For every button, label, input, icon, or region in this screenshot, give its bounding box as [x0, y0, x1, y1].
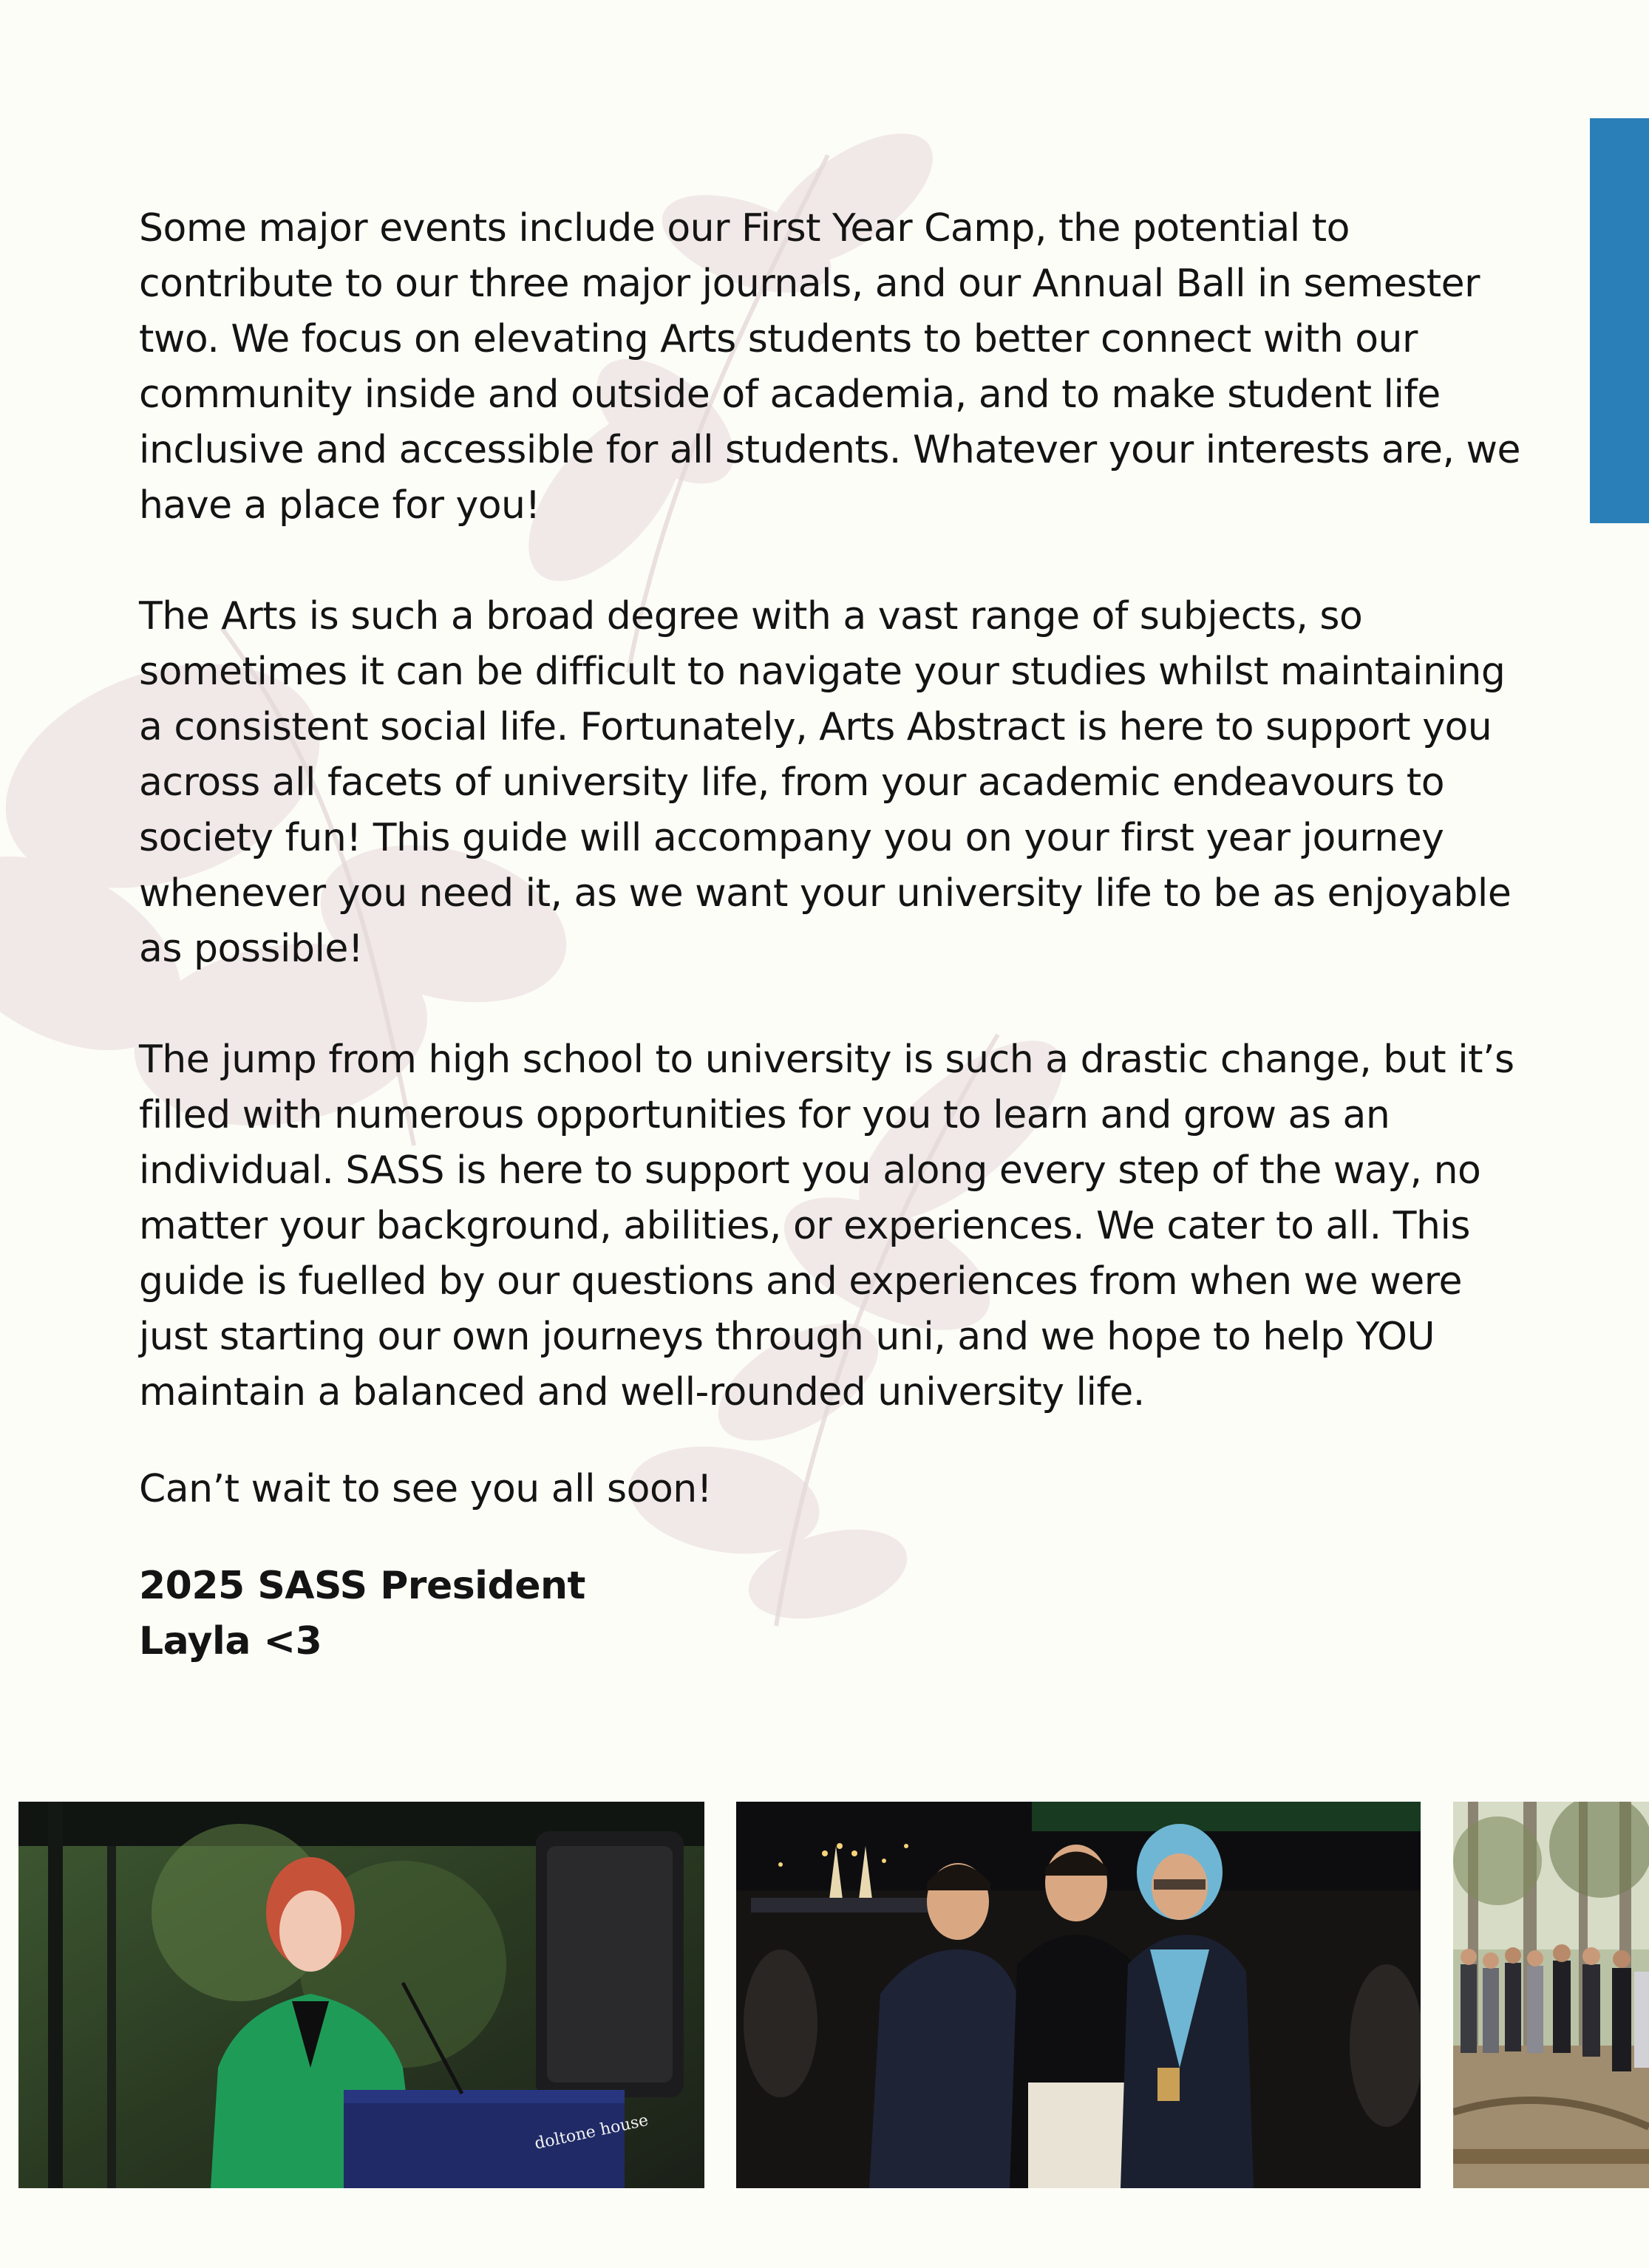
photo-president-at-podium — [18, 1802, 704, 2188]
paragraph-events: Some major events include our First Year Camp, the potential to contribute to our three major journals, and our Annual Ball in semester two. We focus on elevating Arts students to better connect with our community inside and outside of academia, and to make student life inclusive and accessible for all students. Whatever your interests are, we have a place for you! — [139, 206, 1521, 528]
body-text — [139, 201, 1529, 1669]
paragraph-closing: Can’t wait to see you all soon! — [139, 1467, 713, 1511]
photo-students-night-event — [736, 1802, 1421, 2188]
paragraph-arts-abstract: The Arts is such a broad degree with a vast range of subjects, so sometimes it can be difficult to navigate your studies whilst maintaining a consistent social life. Fortunately, Arts Abstract is here to support you across all facets of university life, from your academic endeavours to society fun! This guide will accompany you on your first year journey whenever you need it, as we want your university life to be as enjoyable as possible! — [139, 594, 1512, 971]
podium-text: doltone house — [533, 2111, 650, 2153]
side-tab — [1590, 118, 1649, 523]
paragraph-university-transition: The jump from high school to university is such a drastic change, but it’s filled with numerous opportunities for you to learn and grow as an individual. SASS is here to support you along every step of the way, no matter your background, abilities, or experiences. We cater to all. This guide is fuelled by our questions and experiences from when we were just starting our own journeys through uni, and we hope to help YOU maintain a balanced and well-rounded university life. — [139, 1038, 1514, 1414]
signature-name: Layla <3 — [139, 1619, 322, 1663]
photo-first-year-camp — [1453, 1802, 1649, 2188]
signature-title: 2025 SASS President — [139, 1564, 585, 1608]
